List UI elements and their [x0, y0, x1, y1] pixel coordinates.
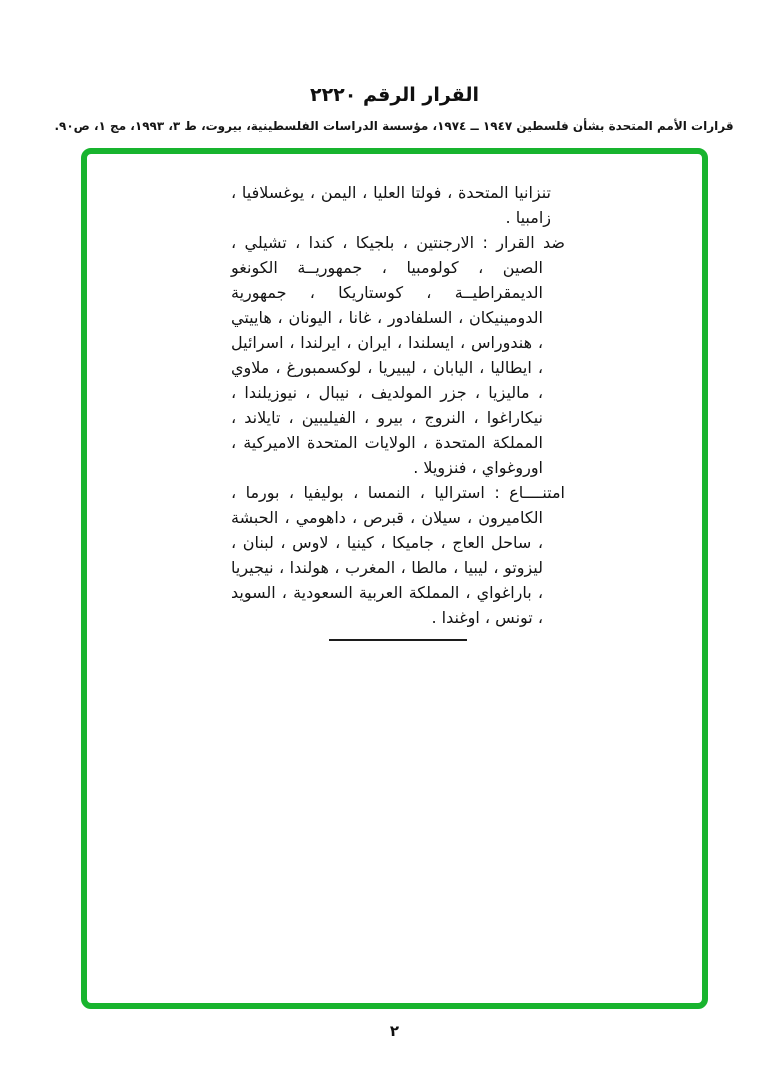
vote-record-text: [231, 180, 565, 641]
vote-label-against: ضد القرار :: [482, 233, 565, 252]
section-divider: [329, 639, 467, 641]
page-border-frame: [81, 148, 708, 1009]
paragraph-text: تنزانيا المتحدة ، فولتا العليا ، اليمن ، يوغسلافيا ، زامبيا .: [231, 183, 551, 227]
paragraph-against: [231, 230, 565, 480]
paragraph-text: الارجنتين ، بلجيكا ، كندا ، تشيلي ، الصين ، كولومبيا ، جمهوريــة الكونغو الديمقراطيــة ، كوستاريكا ، جمهورية الدومينيكان ، السلفادور ، غانا ، اليونان ، هاييتي ، هندوراس ، ايسلندا ، ايران ، ايرلندا ، اسرائيل ، ايطاليا ، اليابان ، ليبيريا ، لوكسمبورغ ، ملاوي ، ماليزيا ، جزر المولديف ، نيبال ، نيوزيلندا ، نيكاراغوا ، النروج ، بيرو ، الفيليبين ، تايلاند ، المملكة المتحدة ، الولايات المتحدة الاميركية ، اوروغواي ، فنزويلا .: [231, 233, 543, 477]
paragraph-continuation: [231, 180, 551, 230]
page-number: ٢: [389, 1022, 400, 1040]
vote-label-abstain: امتنــــاع :: [494, 483, 565, 502]
page-title: القرار الرقم ٢٢٢٠: [309, 84, 480, 106]
source-citation: قرارات الأمم المتحدة بشأن فلسطين ١٩٤٧ ــ ١٩٧٤، مؤسسة الدراسات الفلسطينية، بيروت، ط ٣، ١٩٩٣، مج ١، ص٩٠.: [54, 119, 734, 133]
paragraph-abstain: [231, 480, 565, 630]
paragraph-text: استراليا ، النمسا ، بوليفيا ، بورما ، الكاميرون ، سيلان ، قبرص ، داهومي ، الحبشة ، ساحل العاج ، جاميكا ، كينيا ، لاوس ، لبنان ، ليزوتو ، ليبيا ، مالطا ، المغرب ، هولندا ، نيجيريا ، باراغواي ، المملكة العربية السعودية ، السويد ، تونس ، اوغندا .: [231, 483, 543, 627]
